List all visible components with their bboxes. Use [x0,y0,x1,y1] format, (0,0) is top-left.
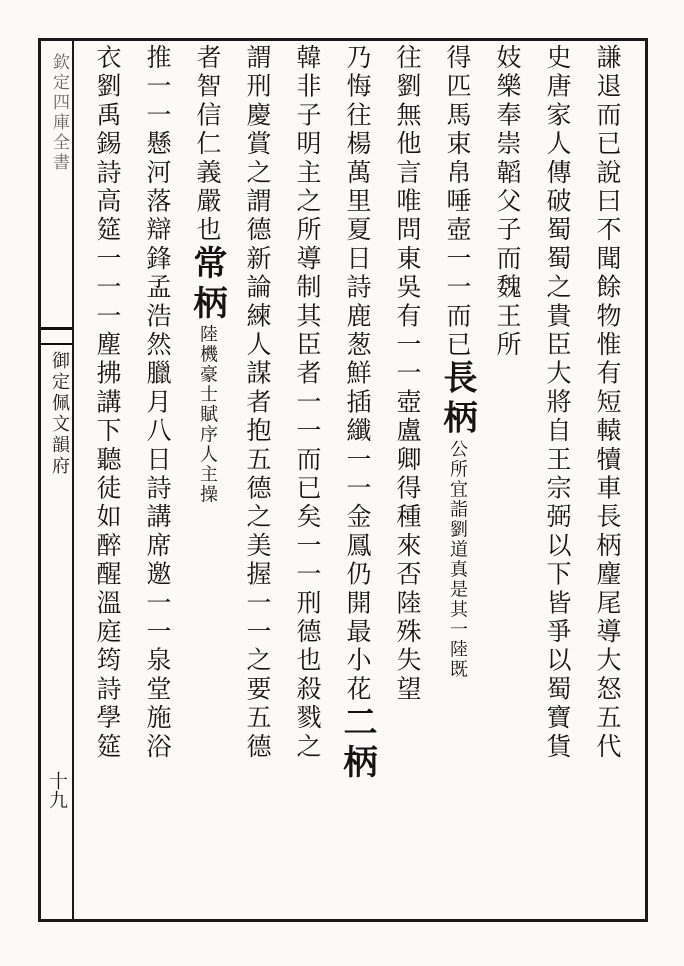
text-run: 韓非子明主之所導制其臣者一一而已矣一一刑德也殺戮之 [293,44,322,762]
text-run: 謂刑慶賞之謂德新論練人謀者抱五德之美握一一之要五德 [243,44,272,762]
annotation-text: 公所宜詣劉道真是其一陸既 [447,439,468,680]
text-column-11 [82,44,132,914]
text-column-3 [482,44,532,914]
margin-divider [72,38,74,919]
text-column-10 [132,44,182,914]
section-title: 御定佩文韻府 [49,351,70,477]
text-run: 得匹馬束帛唾壺一一而已 [443,44,472,360]
text-column-8 [232,44,282,914]
text-column-1 [582,44,632,914]
text-column-2 [532,44,582,914]
text-run: 者智信仁義嚴也 [193,44,222,245]
text-column-7 [282,44,332,914]
text-run: 衣劉禹錫詩高筵一一一塵拂講下聽徒如醉醒溫庭筠詩學筵 [93,44,122,762]
page-margin [41,41,72,913]
text-run: 推一一懸河落辯鋒孟浩然臘月八日詩講席邀一一泉堂施浴 [143,44,172,762]
text-run: 往劉無他言唯問東吳有一一壺盧卿得種來否陸殊失望 [393,44,422,705]
margin-header: 欽定四庫全書 [49,53,69,173]
headword: 二柄 [337,704,377,785]
fishtail-mark [41,327,72,345]
page-number: 十九 [46,771,68,809]
text-column-9 [182,44,232,914]
text-run: 乃悔往楊萬里夏日詩鹿葱鮮插纖一一金鳳仍開最小花 [343,44,372,705]
text-run: 謙退而已說曰不聞餘物惟有短轅犢車長柄麈尾導大怒五代 [593,44,622,762]
text-run: 史唐家人傳破蜀蜀之貴臣大將自王宗弼以下皆爭以蜀寶貨 [543,44,572,762]
annotation-text: 陸機豪士賦序人主操 [197,324,218,505]
headword: 常柄 [187,244,227,325]
text-column-4 [432,44,482,914]
text-column-5 [382,44,432,914]
text-body [76,44,636,914]
text-run: 妓樂奉崇韜父子而魏王所 [493,44,522,360]
headword: 長柄 [437,359,477,440]
text-column-6 [332,44,382,914]
